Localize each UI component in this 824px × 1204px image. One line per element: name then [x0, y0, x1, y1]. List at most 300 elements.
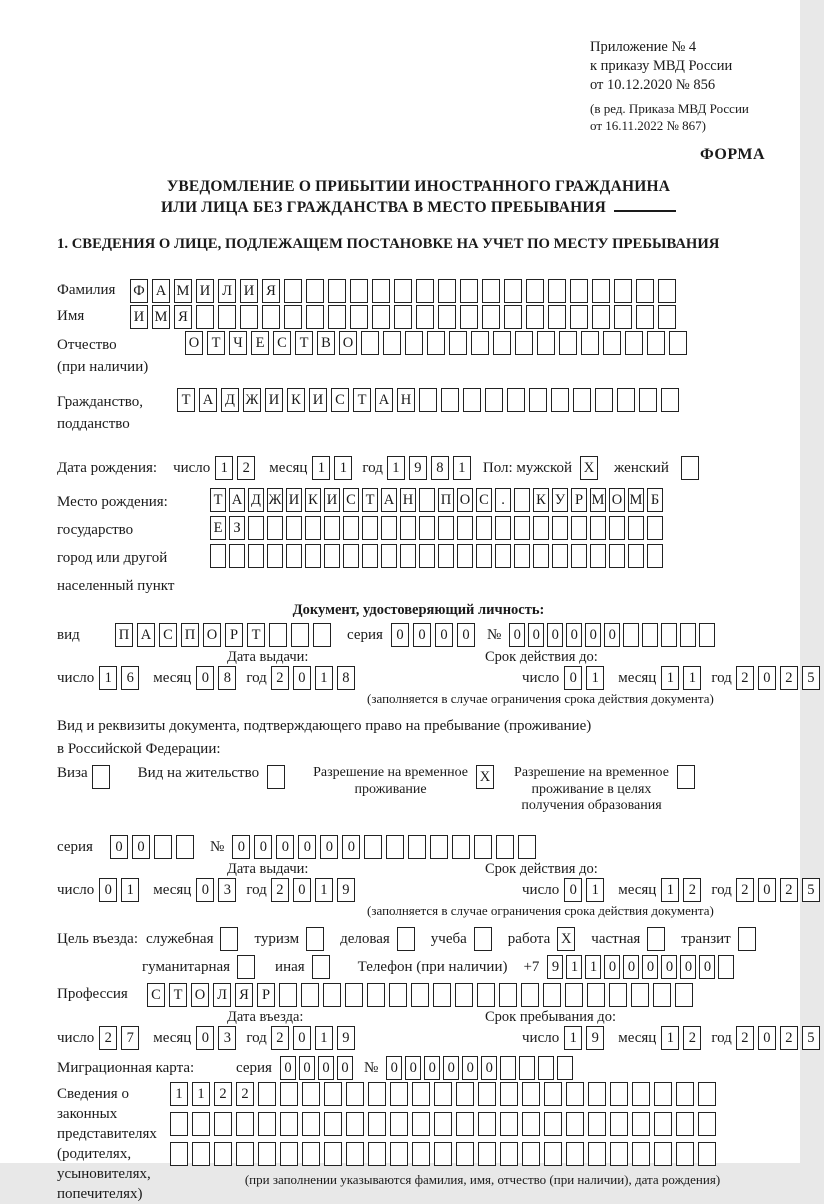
- char-cell[interactable]: [305, 544, 321, 568]
- char-cell[interactable]: [566, 1142, 584, 1166]
- char-cell[interactable]: [368, 1142, 386, 1166]
- char-cell[interactable]: [500, 1112, 518, 1136]
- char-cell[interactable]: [419, 488, 435, 512]
- char-cell[interactable]: [262, 305, 280, 329]
- char-cell[interactable]: [544, 1082, 562, 1106]
- char-cell[interactable]: 0: [623, 955, 639, 979]
- char-cell[interactable]: [438, 305, 456, 329]
- checkbox-sluzhebnaya[interactable]: [220, 927, 238, 951]
- char-cell[interactable]: [476, 544, 492, 568]
- char-cell[interactable]: 1: [121, 878, 139, 902]
- char-cell[interactable]: [544, 1142, 562, 1166]
- char-cell[interactable]: [412, 1112, 430, 1136]
- char-cell[interactable]: [482, 305, 500, 329]
- char-cell[interactable]: 2: [237, 456, 255, 480]
- char-cell[interactable]: [609, 544, 625, 568]
- char-cell[interactable]: [346, 1112, 364, 1136]
- char-cell[interactable]: 1: [215, 456, 233, 480]
- char-cell[interactable]: 2: [683, 1026, 701, 1050]
- char-cell[interactable]: [350, 305, 368, 329]
- char-cell[interactable]: И: [324, 488, 340, 512]
- char-cell[interactable]: [313, 623, 331, 647]
- char-cell[interactable]: 3: [218, 878, 236, 902]
- char-cell[interactable]: [609, 516, 625, 540]
- char-cell[interactable]: 2: [271, 666, 289, 690]
- char-cell[interactable]: 1: [564, 1026, 582, 1050]
- checkbox-visa[interactable]: [92, 765, 110, 789]
- char-cell[interactable]: [176, 835, 194, 859]
- char-cell[interactable]: [280, 1082, 298, 1106]
- char-cell[interactable]: [390, 1112, 408, 1136]
- char-cell[interactable]: [324, 1112, 342, 1136]
- char-cell[interactable]: [628, 544, 644, 568]
- char-cell[interactable]: 0: [481, 1056, 497, 1080]
- char-cell[interactable]: [548, 279, 566, 303]
- char-cell[interactable]: [269, 623, 287, 647]
- char-cell[interactable]: [416, 305, 434, 329]
- char-cell[interactable]: [478, 1082, 496, 1106]
- char-cell[interactable]: [170, 1142, 188, 1166]
- char-cell[interactable]: .: [495, 488, 511, 512]
- char-cell[interactable]: К: [287, 388, 305, 412]
- char-cell[interactable]: 5: [802, 1026, 820, 1050]
- char-cell[interactable]: П: [181, 623, 199, 647]
- char-cell[interactable]: 2: [780, 666, 798, 690]
- char-cell[interactable]: [457, 516, 473, 540]
- char-cell[interactable]: [496, 835, 514, 859]
- char-cell[interactable]: [533, 544, 549, 568]
- char-cell[interactable]: А: [229, 488, 245, 512]
- char-cell[interactable]: [559, 331, 577, 355]
- char-cell[interactable]: 0: [391, 623, 409, 647]
- char-cell[interactable]: [544, 1112, 562, 1136]
- char-cell[interactable]: [305, 516, 321, 540]
- char-cell[interactable]: [653, 983, 671, 1007]
- char-cell[interactable]: [698, 1142, 716, 1166]
- char-cell[interactable]: 0: [443, 1056, 459, 1080]
- char-cell[interactable]: [302, 1082, 320, 1106]
- char-cell[interactable]: [302, 1142, 320, 1166]
- char-cell[interactable]: [566, 1082, 584, 1106]
- char-cell[interactable]: А: [381, 488, 397, 512]
- char-cell[interactable]: [236, 1142, 254, 1166]
- char-cell[interactable]: [457, 544, 473, 568]
- char-cell[interactable]: [614, 279, 632, 303]
- char-cell[interactable]: [419, 544, 435, 568]
- char-cell[interactable]: [419, 516, 435, 540]
- char-cell[interactable]: М: [628, 488, 644, 512]
- char-cell[interactable]: 2: [736, 666, 754, 690]
- char-cell[interactable]: [389, 983, 407, 1007]
- char-cell[interactable]: З: [229, 516, 245, 540]
- checkbox-residence-permit[interactable]: [267, 765, 285, 789]
- char-cell[interactable]: [456, 1082, 474, 1106]
- char-cell[interactable]: Ф: [130, 279, 148, 303]
- char-cell[interactable]: [548, 305, 566, 329]
- char-cell[interactable]: [675, 983, 693, 1007]
- char-cell[interactable]: С: [331, 388, 349, 412]
- char-cell[interactable]: [236, 1112, 254, 1136]
- char-cell[interactable]: [654, 1082, 672, 1106]
- char-cell[interactable]: [343, 544, 359, 568]
- char-cell[interactable]: 1: [661, 1026, 679, 1050]
- char-cell[interactable]: [661, 623, 677, 647]
- char-cell[interactable]: 2: [271, 1026, 289, 1050]
- char-cell[interactable]: [372, 279, 390, 303]
- char-cell[interactable]: [386, 835, 404, 859]
- char-cell[interactable]: Р: [571, 488, 587, 512]
- char-cell[interactable]: 6: [121, 666, 139, 690]
- char-cell[interactable]: [514, 488, 530, 512]
- char-cell[interactable]: [592, 279, 610, 303]
- char-cell[interactable]: О: [191, 983, 209, 1007]
- char-cell[interactable]: [394, 305, 412, 329]
- char-cell[interactable]: [463, 388, 481, 412]
- char-cell[interactable]: [324, 544, 340, 568]
- char-cell[interactable]: 0: [604, 623, 620, 647]
- char-cell[interactable]: А: [137, 623, 155, 647]
- char-cell[interactable]: 1: [315, 878, 333, 902]
- char-cell[interactable]: 1: [453, 456, 471, 480]
- char-cell[interactable]: К: [305, 488, 321, 512]
- char-cell[interactable]: [362, 544, 378, 568]
- char-cell[interactable]: [390, 1082, 408, 1106]
- char-cell[interactable]: О: [185, 331, 203, 355]
- char-cell[interactable]: 2: [236, 1082, 254, 1106]
- char-cell[interactable]: В: [317, 331, 335, 355]
- char-cell[interactable]: Я: [262, 279, 280, 303]
- char-cell[interactable]: [610, 1142, 628, 1166]
- char-cell[interactable]: Т: [177, 388, 195, 412]
- char-cell[interactable]: [328, 305, 346, 329]
- char-cell[interactable]: [642, 623, 658, 647]
- char-cell[interactable]: М: [590, 488, 606, 512]
- char-cell[interactable]: [614, 305, 632, 329]
- char-cell[interactable]: [154, 835, 172, 859]
- char-cell[interactable]: [628, 516, 644, 540]
- char-cell[interactable]: [632, 1082, 650, 1106]
- char-cell[interactable]: [400, 544, 416, 568]
- char-cell[interactable]: 1: [99, 666, 117, 690]
- char-cell[interactable]: [647, 331, 665, 355]
- char-cell[interactable]: [196, 305, 214, 329]
- char-cell[interactable]: 0: [293, 1026, 311, 1050]
- char-cell[interactable]: 0: [405, 1056, 421, 1080]
- char-cell[interactable]: 0: [99, 878, 117, 902]
- char-cell[interactable]: [258, 1082, 276, 1106]
- char-cell[interactable]: 0: [509, 623, 525, 647]
- char-cell[interactable]: [390, 1142, 408, 1166]
- char-cell[interactable]: [460, 279, 478, 303]
- char-cell[interactable]: 0: [196, 1026, 214, 1050]
- char-cell[interactable]: 0: [276, 835, 294, 859]
- checkbox-temp-residence[interactable]: X: [476, 765, 494, 789]
- char-cell[interactable]: [573, 388, 591, 412]
- char-cell[interactable]: [279, 983, 297, 1007]
- char-cell[interactable]: Н: [400, 488, 416, 512]
- checkbox-ucheba[interactable]: [474, 927, 492, 951]
- char-cell[interactable]: 0: [293, 878, 311, 902]
- char-cell[interactable]: Ч: [229, 331, 247, 355]
- char-cell[interactable]: [522, 1142, 540, 1166]
- char-cell[interactable]: [647, 544, 663, 568]
- char-cell[interactable]: 3: [218, 1026, 236, 1050]
- char-cell[interactable]: Е: [210, 516, 226, 540]
- char-cell[interactable]: Б: [647, 488, 663, 512]
- char-cell[interactable]: [623, 623, 639, 647]
- char-cell[interactable]: [647, 516, 663, 540]
- char-cell[interactable]: [588, 1142, 606, 1166]
- char-cell[interactable]: [631, 983, 649, 1007]
- char-cell[interactable]: С: [343, 488, 359, 512]
- char-cell[interactable]: [636, 279, 654, 303]
- char-cell[interactable]: [430, 835, 448, 859]
- char-cell[interactable]: [543, 983, 561, 1007]
- char-cell[interactable]: 0: [320, 835, 338, 859]
- char-cell[interactable]: [557, 1056, 573, 1080]
- char-cell[interactable]: А: [375, 388, 393, 412]
- char-cell[interactable]: 1: [661, 666, 679, 690]
- char-cell[interactable]: [346, 1142, 364, 1166]
- char-cell[interactable]: 0: [457, 623, 475, 647]
- char-cell[interactable]: 1: [387, 456, 405, 480]
- char-cell[interactable]: [632, 1142, 650, 1166]
- char-cell[interactable]: [416, 279, 434, 303]
- char-cell[interactable]: 9: [409, 456, 427, 480]
- char-cell[interactable]: [408, 835, 426, 859]
- char-cell[interactable]: [609, 983, 627, 1007]
- char-cell[interactable]: [571, 516, 587, 540]
- char-cell[interactable]: [367, 983, 385, 1007]
- char-cell[interactable]: С: [147, 983, 165, 1007]
- char-cell[interactable]: [346, 1082, 364, 1106]
- char-cell[interactable]: [519, 1056, 535, 1080]
- char-cell[interactable]: [592, 305, 610, 329]
- char-cell[interactable]: [482, 279, 500, 303]
- checkbox-turizm[interactable]: [306, 927, 324, 951]
- char-cell[interactable]: [537, 331, 555, 355]
- char-cell[interactable]: 0: [564, 666, 582, 690]
- char-cell[interactable]: [280, 1112, 298, 1136]
- char-cell[interactable]: 8: [431, 456, 449, 480]
- char-cell[interactable]: [452, 835, 470, 859]
- char-cell[interactable]: [280, 1142, 298, 1166]
- char-cell[interactable]: 0: [254, 835, 272, 859]
- char-cell[interactable]: [364, 835, 382, 859]
- char-cell[interactable]: [405, 331, 423, 355]
- char-cell[interactable]: [521, 983, 539, 1007]
- char-cell[interactable]: [478, 1142, 496, 1166]
- char-cell[interactable]: [267, 516, 283, 540]
- char-cell[interactable]: [412, 1082, 430, 1106]
- char-cell[interactable]: [507, 388, 525, 412]
- char-cell[interactable]: [632, 1112, 650, 1136]
- char-cell[interactable]: [427, 331, 445, 355]
- char-cell[interactable]: [676, 1112, 694, 1136]
- char-cell[interactable]: 1: [170, 1082, 188, 1106]
- char-cell[interactable]: [248, 516, 264, 540]
- char-cell[interactable]: [500, 1082, 518, 1106]
- char-cell[interactable]: [455, 983, 473, 1007]
- char-cell[interactable]: М: [174, 279, 192, 303]
- char-cell[interactable]: [324, 516, 340, 540]
- char-cell[interactable]: [460, 305, 478, 329]
- char-cell[interactable]: [477, 983, 495, 1007]
- char-cell[interactable]: [610, 1112, 628, 1136]
- char-cell[interactable]: 1: [566, 955, 582, 979]
- char-cell[interactable]: [485, 388, 503, 412]
- char-cell[interactable]: [522, 1112, 540, 1136]
- char-cell[interactable]: [518, 835, 536, 859]
- char-cell[interactable]: 0: [758, 878, 776, 902]
- char-cell[interactable]: [529, 388, 547, 412]
- char-cell[interactable]: 0: [462, 1056, 478, 1080]
- char-cell[interactable]: 0: [293, 666, 311, 690]
- char-cell[interactable]: [323, 983, 341, 1007]
- char-cell[interactable]: И: [286, 488, 302, 512]
- char-cell[interactable]: [412, 1142, 430, 1166]
- char-cell[interactable]: [449, 331, 467, 355]
- char-cell[interactable]: [617, 388, 635, 412]
- char-cell[interactable]: 0: [435, 623, 453, 647]
- char-cell[interactable]: [302, 1112, 320, 1136]
- checkbox-sex-female[interactable]: [681, 456, 699, 480]
- char-cell[interactable]: [676, 1142, 694, 1166]
- char-cell[interactable]: 2: [780, 1026, 798, 1050]
- checkbox-tranzit[interactable]: [738, 927, 756, 951]
- char-cell[interactable]: [514, 516, 530, 540]
- char-cell[interactable]: Т: [362, 488, 378, 512]
- char-cell[interactable]: [381, 544, 397, 568]
- char-cell[interactable]: [499, 983, 517, 1007]
- char-cell[interactable]: Л: [213, 983, 231, 1007]
- char-cell[interactable]: У: [552, 488, 568, 512]
- char-cell[interactable]: [538, 1056, 554, 1080]
- char-cell[interactable]: 0: [585, 623, 601, 647]
- char-cell[interactable]: [361, 331, 379, 355]
- char-cell[interactable]: 8: [218, 666, 236, 690]
- char-cell[interactable]: 2: [271, 878, 289, 902]
- char-cell[interactable]: 1: [586, 666, 604, 690]
- char-cell[interactable]: [218, 305, 236, 329]
- char-cell[interactable]: 0: [547, 623, 563, 647]
- char-cell[interactable]: [456, 1112, 474, 1136]
- char-cell[interactable]: [372, 305, 390, 329]
- char-cell[interactable]: [214, 1142, 232, 1166]
- char-cell[interactable]: [419, 388, 437, 412]
- char-cell[interactable]: [286, 544, 302, 568]
- char-cell[interactable]: 0: [680, 955, 696, 979]
- char-cell[interactable]: [383, 331, 401, 355]
- char-cell[interactable]: [590, 544, 606, 568]
- char-cell[interactable]: [306, 305, 324, 329]
- char-cell[interactable]: [669, 331, 687, 355]
- char-cell[interactable]: [590, 516, 606, 540]
- char-cell[interactable]: Я: [174, 305, 192, 329]
- char-cell[interactable]: [434, 1112, 452, 1136]
- char-cell[interactable]: [438, 544, 454, 568]
- char-cell[interactable]: [570, 305, 588, 329]
- char-cell[interactable]: [248, 544, 264, 568]
- char-cell[interactable]: 0: [413, 623, 431, 647]
- char-cell[interactable]: 1: [683, 666, 701, 690]
- char-cell[interactable]: [595, 388, 613, 412]
- char-cell[interactable]: [434, 1082, 452, 1106]
- char-cell[interactable]: [400, 516, 416, 540]
- char-cell[interactable]: [566, 1112, 584, 1136]
- char-cell[interactable]: [345, 983, 363, 1007]
- char-cell[interactable]: Т: [210, 488, 226, 512]
- char-cell[interactable]: [533, 516, 549, 540]
- char-cell[interactable]: [478, 1112, 496, 1136]
- char-cell[interactable]: Т: [295, 331, 313, 355]
- char-cell[interactable]: [324, 1082, 342, 1106]
- char-cell[interactable]: 0: [566, 623, 582, 647]
- char-cell[interactable]: Ж: [243, 388, 261, 412]
- char-cell[interactable]: [433, 983, 451, 1007]
- char-cell[interactable]: [324, 1142, 342, 1166]
- char-cell[interactable]: 0: [196, 666, 214, 690]
- char-cell[interactable]: 0: [604, 955, 620, 979]
- char-cell[interactable]: [581, 331, 599, 355]
- char-cell[interactable]: [258, 1112, 276, 1136]
- char-cell[interactable]: Н: [397, 388, 415, 412]
- char-cell[interactable]: [625, 331, 643, 355]
- char-cell[interactable]: О: [457, 488, 473, 512]
- char-cell[interactable]: М: [152, 305, 170, 329]
- char-cell[interactable]: [588, 1112, 606, 1136]
- char-cell[interactable]: Т: [353, 388, 371, 412]
- char-cell[interactable]: [718, 955, 734, 979]
- char-cell[interactable]: [698, 1112, 716, 1136]
- char-cell[interactable]: 0: [299, 1056, 315, 1080]
- char-cell[interactable]: [680, 623, 696, 647]
- char-cell[interactable]: 2: [736, 1026, 754, 1050]
- char-cell[interactable]: 1: [586, 878, 604, 902]
- char-cell[interactable]: 0: [661, 955, 677, 979]
- char-cell[interactable]: 0: [642, 955, 658, 979]
- char-cell[interactable]: [504, 305, 522, 329]
- char-cell[interactable]: 1: [315, 666, 333, 690]
- char-cell[interactable]: [587, 983, 605, 1007]
- char-cell[interactable]: 0: [132, 835, 150, 859]
- char-cell[interactable]: Л: [218, 279, 236, 303]
- char-cell[interactable]: [284, 305, 302, 329]
- char-cell[interactable]: Я: [235, 983, 253, 1007]
- char-cell[interactable]: 1: [312, 456, 330, 480]
- char-cell[interactable]: 1: [585, 955, 601, 979]
- char-cell[interactable]: [438, 279, 456, 303]
- char-cell[interactable]: [240, 305, 258, 329]
- char-cell[interactable]: [192, 1112, 210, 1136]
- char-cell[interactable]: Д: [221, 388, 239, 412]
- char-cell[interactable]: [343, 516, 359, 540]
- char-cell[interactable]: [639, 388, 657, 412]
- char-cell[interactable]: [698, 1082, 716, 1106]
- char-cell[interactable]: И: [130, 305, 148, 329]
- char-cell[interactable]: 9: [586, 1026, 604, 1050]
- char-cell[interactable]: Р: [225, 623, 243, 647]
- char-cell[interactable]: [267, 544, 283, 568]
- char-cell[interactable]: [394, 279, 412, 303]
- char-cell[interactable]: [610, 1082, 628, 1106]
- char-cell[interactable]: С: [159, 623, 177, 647]
- char-cell[interactable]: И: [196, 279, 214, 303]
- char-cell[interactable]: 9: [337, 878, 355, 902]
- char-cell[interactable]: [552, 544, 568, 568]
- char-cell[interactable]: [676, 1082, 694, 1106]
- char-cell[interactable]: [565, 983, 583, 1007]
